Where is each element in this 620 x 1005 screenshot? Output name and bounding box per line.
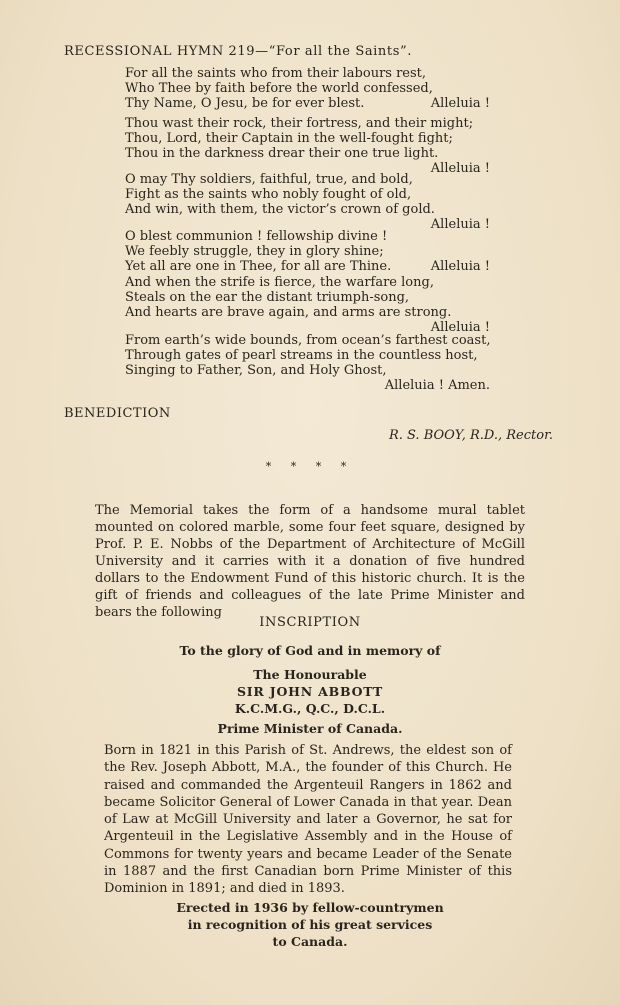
erected-line-3: to Canada. (272, 934, 348, 949)
stanza-line-with-alleluia (125, 96, 490, 111)
erected-line-1: Erected in 1936 by fellow-countrymen (176, 900, 444, 915)
hymn-stanza-6 (125, 333, 490, 393)
erected-line-2: in recognition of his great services (187, 917, 433, 932)
alleluia: Alleluia ! (430, 161, 490, 176)
hymn-stanza-3 (125, 172, 490, 232)
hymn-title: RECESSIONAL HYMN 219—“For all the Saints”. (64, 44, 412, 59)
alleluia: Alleluia ! (430, 96, 490, 111)
stanza-line: Thou, Lord, their Captain in the well-fought fight; (125, 131, 453, 146)
stanza-line-with-alleluia (125, 259, 490, 274)
alleluia: Alleluia ! (430, 217, 490, 232)
stanza-line: From earth’s wide bounds, from ocean’s farthest coast, (125, 333, 491, 348)
section-separator: * * * * (265, 460, 355, 473)
alleluia: Alleluia ! (430, 259, 490, 274)
hymn-stanza-1 (125, 66, 490, 111)
hymn-stanza-4 (125, 229, 490, 274)
stanza-line: For all the saints who from their labours rest, (125, 66, 427, 81)
stanza-line: O blest communion ! fellowship divine ! (125, 229, 388, 244)
stanza-line: And win, with them, the victor’s crown of gold. (125, 202, 435, 217)
stanza-line: Steals on the ear the distant triumph-song, (125, 290, 410, 305)
stanza-line: We feebly struggle, they in glory shine; (125, 244, 384, 259)
biography-text: Born in 1821 in this Parish of St. Andrews, the eldest son of the Rev. Joseph Abbott, M.A., the founder of this Church. He raised and commanded the Argenteuil Rangers in 1862 and became Solicitor General of Lower Canada in that year. Dean of Law at McGill University and later a Governor, he sat for Argenteuil in the Legislative Assembly and in the House of Commons for twenty years and became Leader of the Senate in 1887 and the first Canadian born Prime Minister of this Dominion in 1891; and died in 1893. (104, 743, 512, 897)
inscription-honorific: The Honourable (253, 667, 367, 682)
inscription-office: Prime Minister of Canada. (217, 721, 403, 736)
inscription-credentials: K.C.M.G., Q.C., D.C.L. (234, 701, 386, 716)
stanza-line: Thy Name, O Jesu, be for ever blest. (125, 96, 365, 111)
stanza-line: Through gates of pearl streams in the countless host, (125, 348, 478, 363)
stanza-line: Thou in the darkness drear their one true light. (125, 146, 439, 161)
benediction-heading: BENEDICTION (64, 406, 171, 421)
inscription-biography (104, 742, 512, 898)
hymn-stanza-2 (125, 116, 490, 176)
memorial-paragraph (95, 502, 525, 621)
memorial-text: The Memorial takes the form of a handsome mural tablet mounted on colored marble, some four feet square, designed by Prof. P. E. Nobbs of the Department of Architecture of McGill University and it carries with it a donation of five hundred dollars to the Endowment Fund of this historic church. It is the gift of friends and colleagues of the late Prime Minister and bears the following (95, 503, 525, 620)
rector-signature: R. S. BOOY, R.D., Rector. (388, 428, 553, 443)
stanza-line: O may Thy soldiers, faithful, true, and bold, (125, 172, 413, 187)
inscription-heading: INSCRIPTION (259, 615, 361, 630)
alleluia-amen: Alleluia ! Amen. (384, 378, 490, 393)
inscription-name: SIR JOHN ABBOTT (236, 684, 384, 699)
stanza-line: Thou wast their rock, their fortress, and their might; (125, 116, 474, 131)
stanza-line: And when the strife is fierce, the warfare long, (125, 275, 434, 290)
hymn-stanza-5 (125, 275, 490, 335)
stanza-line: Fight as the saints who nobly fought of old, (125, 187, 412, 202)
stanza-line: Yet all are one in Thee, for all are Thine. (125, 259, 392, 274)
stanza-line: And hearts are brave again, and arms are strong. (125, 305, 452, 320)
stanza-line: Who Thee by faith before the world confessed, (125, 81, 433, 96)
inscription-dedication: To the glory of God and in memory of (179, 643, 441, 658)
alleluia: Alleluia ! (430, 320, 490, 335)
stanza-line: Singing to Father, Son, and Holy Ghost, (125, 363, 387, 378)
